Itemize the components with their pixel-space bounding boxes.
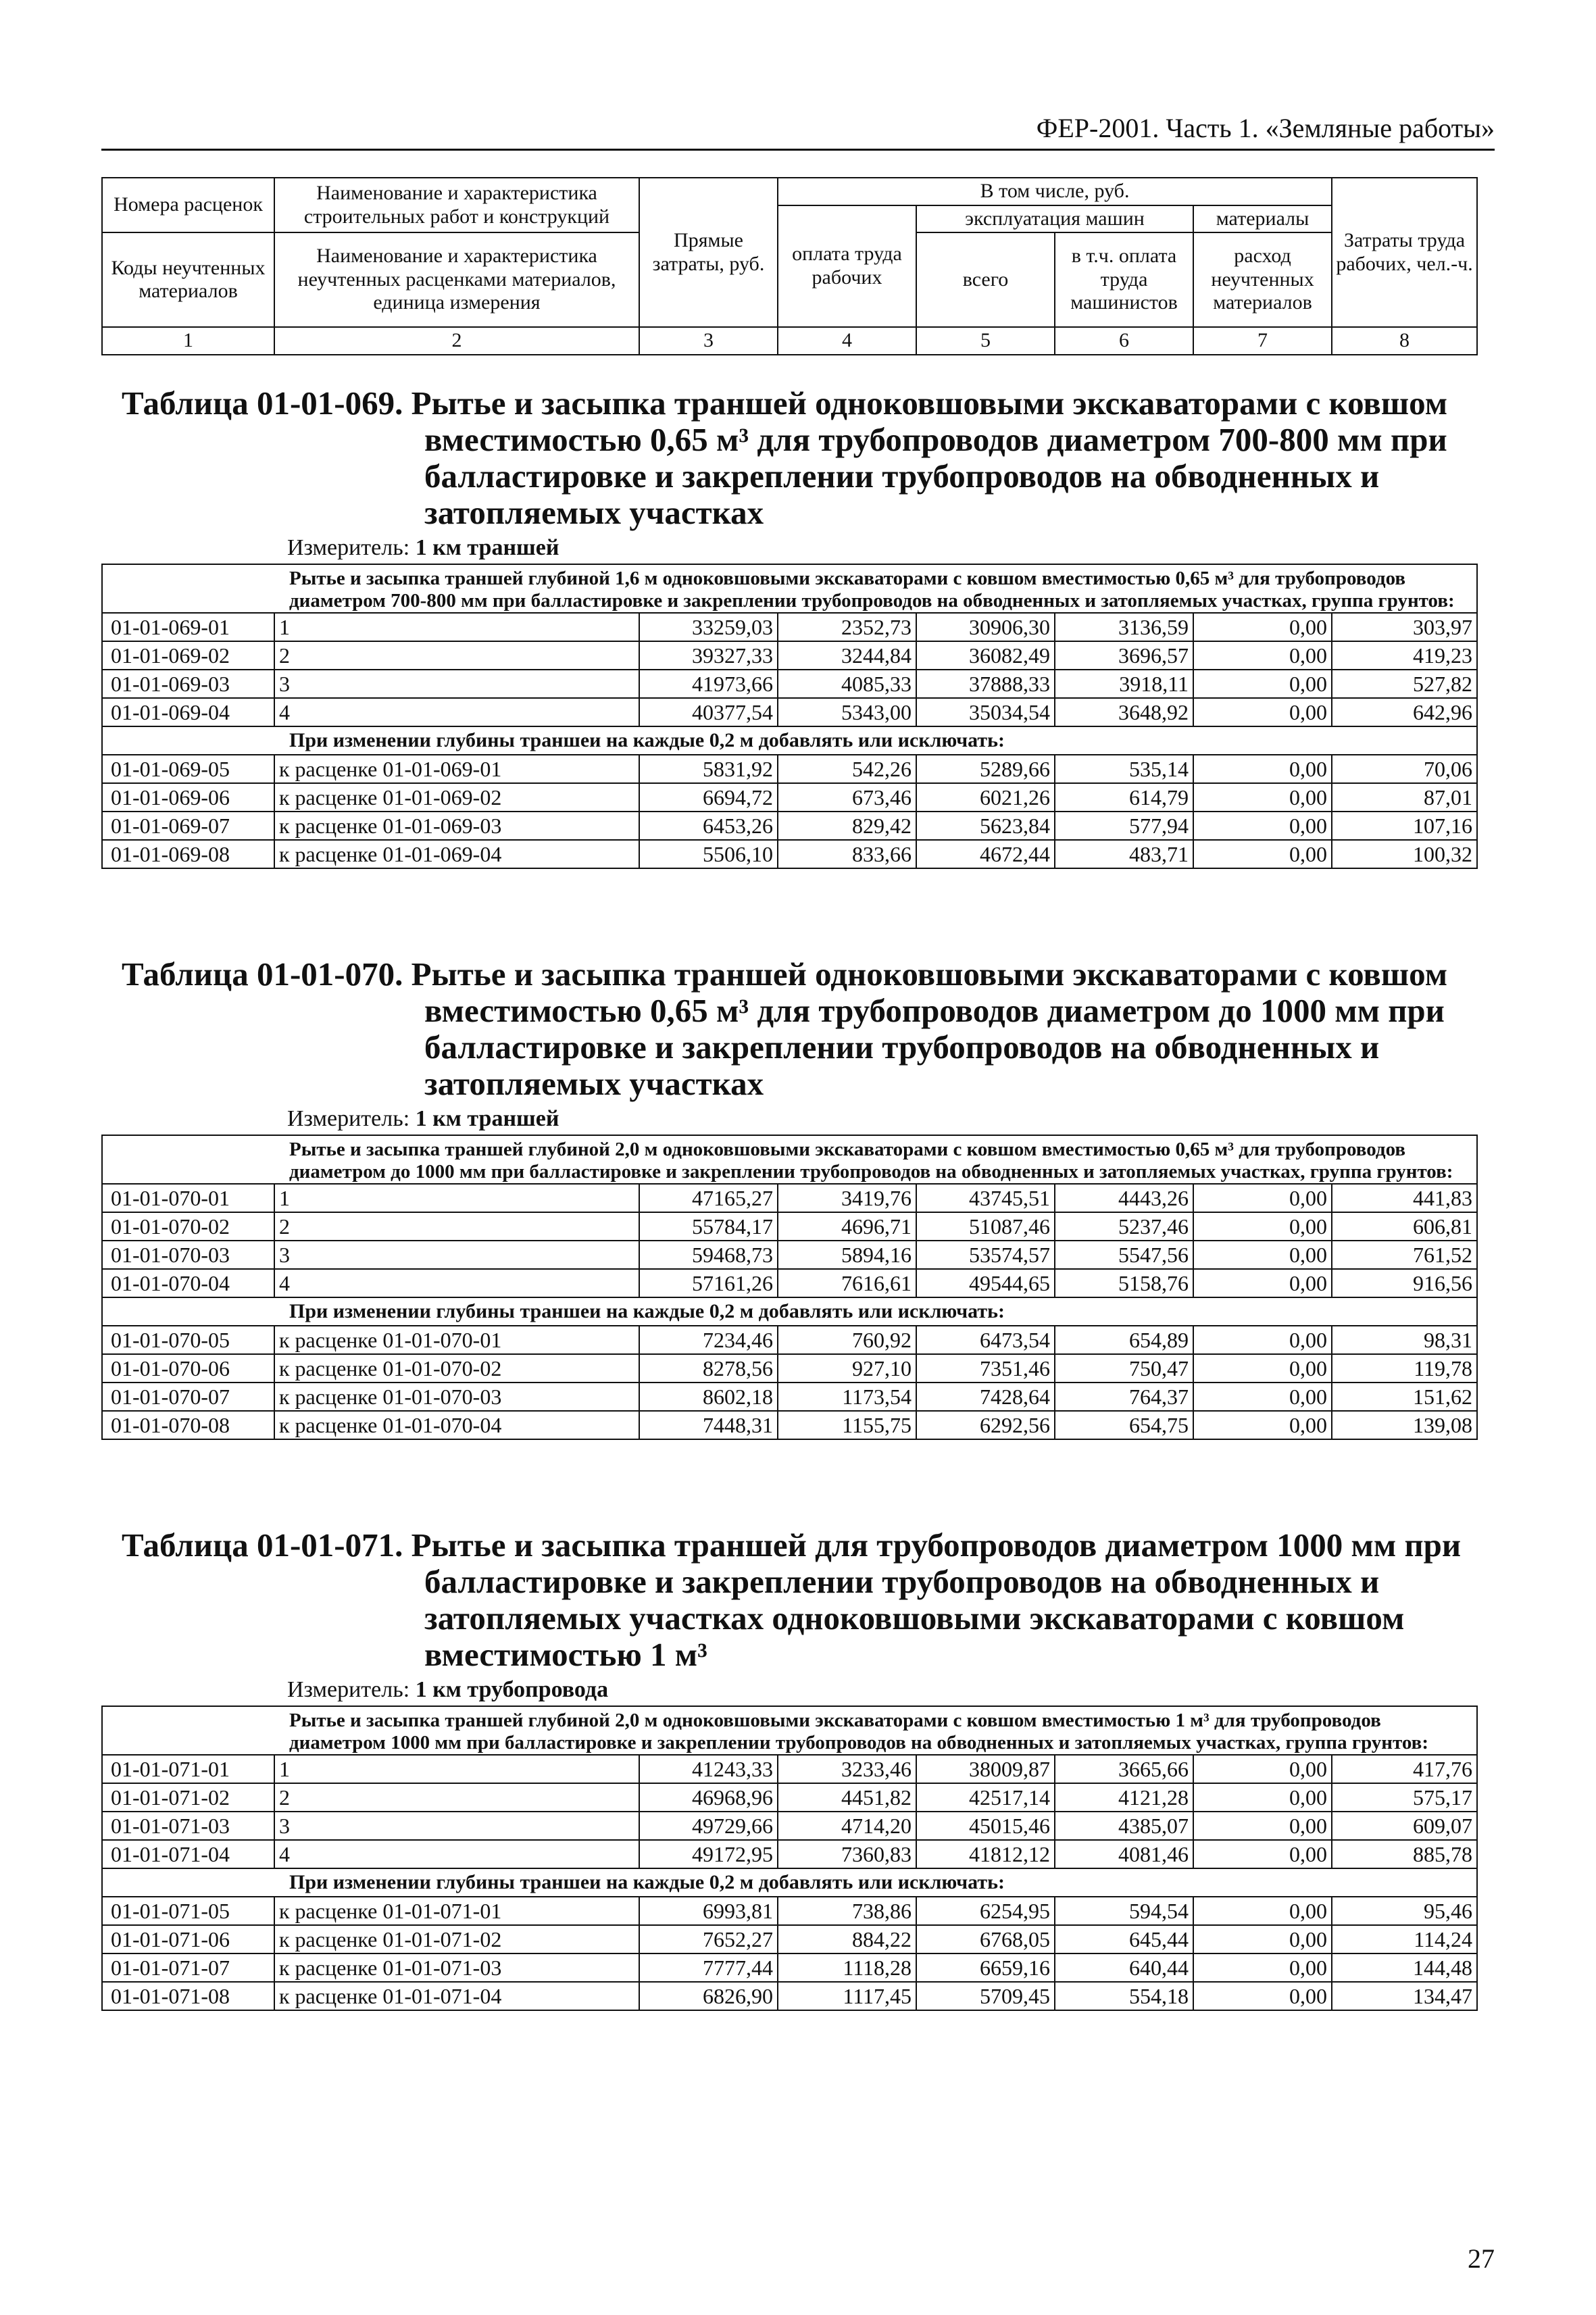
rate-code: 01-01-069-07 — [102, 812, 274, 840]
rate-value: 0,00 — [1193, 1184, 1332, 1212]
measure-unit — [287, 1677, 1476, 1703]
rate-value: 38009,87 — [916, 1755, 1055, 1783]
rate-value: 606,81 — [1332, 1212, 1477, 1241]
rate-value: 6993,81 — [639, 1897, 778, 1925]
rate-value: 4451,82 — [778, 1783, 916, 1812]
rate-value: 6659,16 — [916, 1953, 1055, 1982]
table-row — [102, 1925, 1477, 1953]
rate-value: 8278,56 — [639, 1354, 778, 1383]
rate-value: 4081,46 — [1055, 1840, 1193, 1868]
rate-value: 98,31 — [1332, 1326, 1477, 1354]
rate-value: 4443,26 — [1055, 1184, 1193, 1212]
work-description: Рытье и засыпка траншей глубиной 2,0 м одноковшовыми экскаваторами с ковшом вместимостью 1 м³ для трубопроводов диаметром 1000 мм при балластировке и закреплении трубопроводов на обводненных и затопляемых участках, группа грунтов: — [102, 1706, 1477, 1755]
rate-code: 01-01-069-01 — [102, 613, 274, 641]
rate-code: 01-01-071-07 — [102, 1953, 274, 1982]
rate-value: 1173,54 — [778, 1383, 916, 1411]
rate-value: 577,94 — [1055, 812, 1193, 840]
table-title-line: балластировке и закреплении трубопроводов на обводненных и — [424, 457, 1380, 495]
rate-value: 0,00 — [1193, 1241, 1332, 1269]
table-row — [102, 1953, 1477, 1982]
rate-value: 43745,51 — [916, 1184, 1055, 1212]
rate-value: 30906,30 — [916, 613, 1055, 641]
rate-code: 01-01-070-08 — [102, 1411, 274, 1439]
rate-value: 3233,46 — [778, 1755, 916, 1783]
table-title-line: затопляемых участках — [424, 1065, 764, 1102]
rate-value: 7652,27 — [639, 1925, 778, 1953]
rate-table — [101, 1706, 1478, 2011]
rate-value: 614,79 — [1055, 783, 1193, 812]
rate-value: 885,78 — [1332, 1840, 1477, 1868]
rate-value: 1155,75 — [778, 1411, 916, 1439]
table-title-line: вместимостью 0,65 м³ для трубопроводов диаметром до 1000 мм при — [424, 992, 1445, 1029]
col1-top-header: Номера расценок — [102, 178, 274, 232]
rate-code: 01-01-070-04 — [102, 1269, 274, 1297]
rate-value: 419,23 — [1332, 641, 1477, 670]
rate-value: 5547,56 — [1055, 1241, 1193, 1269]
rate-value: 95,46 — [1332, 1897, 1477, 1925]
rate-value: 916,56 — [1332, 1269, 1477, 1297]
rate-value: 3648,92 — [1055, 698, 1193, 726]
rate-value: 7777,44 — [639, 1953, 778, 1982]
rate-value: 47165,27 — [639, 1184, 778, 1212]
table-row — [102, 1783, 1477, 1812]
rate-name: к расценке 01-01-071-04 — [274, 1982, 639, 2010]
rate-value: 6694,72 — [639, 783, 778, 812]
materials-header: материалы — [1193, 205, 1332, 233]
rate-value: 654,75 — [1055, 1411, 1193, 1439]
col1-bottom-header: Коды неучтенных материалов — [102, 232, 274, 327]
rate-name: 3 — [274, 670, 639, 698]
rate-value: 5623,84 — [916, 812, 1055, 840]
rate-code: 01-01-070-07 — [102, 1383, 274, 1411]
table-title-line: вместимостью 1 м³ — [424, 1636, 707, 1673]
rate-code: 01-01-071-01 — [102, 1755, 274, 1783]
rate-value: 760,92 — [778, 1326, 916, 1354]
rate-value: 642,96 — [1332, 698, 1477, 726]
rate-value: 829,42 — [778, 812, 916, 840]
depth-adjustment-note: При изменении глубины траншеи на каждые 0,2 м добавлять или исключать: — [102, 1297, 1477, 1326]
table-number: Таблица 01-01-070. — [122, 955, 403, 993]
rate-value: 0,00 — [1193, 1383, 1332, 1411]
col4-header: оплата труда рабочих — [778, 205, 916, 328]
rate-name: 1 — [274, 1755, 639, 1783]
rate-value: 4714,20 — [778, 1812, 916, 1840]
rate-name: к расценке 01-01-070-01 — [274, 1326, 639, 1354]
rate-value: 6768,05 — [916, 1925, 1055, 1953]
rate-value: 5506,10 — [639, 840, 778, 868]
measure-unit — [287, 1106, 1476, 1132]
rate-code: 01-01-069-05 — [102, 755, 274, 783]
rate-code: 01-01-069-02 — [102, 641, 274, 670]
table-title-line: Рытье и засыпка траншей одноковшовыми экскаваторами с ковшом — [411, 384, 1448, 422]
table-title-line: затопляемых участках одноковшовыми экскаваторами с ковшом — [424, 1599, 1405, 1637]
rate-value: 4121,28 — [1055, 1783, 1193, 1812]
group-header: В том числе, руб. — [778, 178, 1332, 205]
rate-value: 37888,33 — [916, 670, 1055, 698]
rate-table-section — [101, 1527, 1476, 2011]
rate-value: 5894,16 — [778, 1241, 916, 1269]
table-title-line: Рытье и засыпка траншей для трубопроводов диаметром 1000 мм при — [411, 1526, 1462, 1564]
table-number: Таблица 01-01-071. — [122, 1526, 403, 1564]
rate-value: 0,00 — [1193, 812, 1332, 840]
rate-value: 5237,46 — [1055, 1212, 1193, 1241]
rate-value: 5289,66 — [916, 755, 1055, 783]
rate-value: 0,00 — [1193, 670, 1332, 698]
measure-unit — [287, 535, 1476, 561]
rate-value: 609,07 — [1332, 1812, 1477, 1840]
rate-code: 01-01-070-02 — [102, 1212, 274, 1241]
table-row — [102, 1897, 1477, 1925]
rate-name: к расценке 01-01-069-02 — [274, 783, 639, 812]
rate-value: 134,47 — [1332, 1982, 1477, 2010]
rate-value: 8602,18 — [639, 1383, 778, 1411]
rate-value: 0,00 — [1193, 1269, 1332, 1297]
rate-code: 01-01-071-03 — [102, 1812, 274, 1840]
table-row — [102, 1212, 1477, 1241]
table-row — [102, 613, 1477, 641]
rate-value: 7448,31 — [639, 1411, 778, 1439]
page-number: 27 — [1468, 2243, 1495, 2274]
depth-adjustment-note: При изменении глубины траншеи на каждые 0,2 м добавлять или исключать: — [102, 1868, 1477, 1897]
rate-value: 0,00 — [1193, 1326, 1332, 1354]
table-row — [102, 1241, 1477, 1269]
rate-value: 5831,92 — [639, 755, 778, 783]
rate-name: 4 — [274, 1269, 639, 1297]
rate-value: 151,62 — [1332, 1383, 1477, 1411]
table-title — [101, 1527, 1476, 1673]
column-header-table — [101, 177, 1478, 355]
rate-value: 33259,03 — [639, 613, 778, 641]
rate-value: 483,71 — [1055, 840, 1193, 868]
table-row — [102, 783, 1477, 812]
measure-value: 1 км траншей — [415, 1106, 559, 1131]
rate-code: 01-01-071-08 — [102, 1982, 274, 2010]
column-number: 5 — [916, 327, 1055, 355]
rate-name: 3 — [274, 1812, 639, 1840]
rate-table-section — [101, 956, 1476, 1440]
rate-value: 119,78 — [1332, 1354, 1477, 1383]
rate-value: 3419,76 — [778, 1184, 916, 1212]
rate-value: 833,66 — [778, 840, 916, 868]
table-row — [102, 1982, 1477, 2010]
rate-value: 41973,66 — [639, 670, 778, 698]
rate-value: 49729,66 — [639, 1812, 778, 1840]
rate-value: 0,00 — [1193, 1897, 1332, 1925]
rate-value: 0,00 — [1193, 1411, 1332, 1439]
rate-value: 6826,90 — [639, 1982, 778, 2010]
rate-value: 0,00 — [1193, 698, 1332, 726]
rate-code: 01-01-071-05 — [102, 1897, 274, 1925]
rate-name: к расценке 01-01-071-03 — [274, 1953, 639, 1982]
column-number: 8 — [1332, 327, 1477, 355]
rate-value: 554,18 — [1055, 1982, 1193, 2010]
rate-value: 884,22 — [778, 1925, 916, 1953]
rate-value: 49172,95 — [639, 1840, 778, 1868]
rate-value: 41243,33 — [639, 1755, 778, 1783]
rate-value: 46968,96 — [639, 1783, 778, 1812]
table-row — [102, 1269, 1477, 1297]
rate-value: 535,14 — [1055, 755, 1193, 783]
rate-value: 3918,11 — [1055, 670, 1193, 698]
rate-value: 6292,56 — [916, 1411, 1055, 1439]
rate-name: к расценке 01-01-070-03 — [274, 1383, 639, 1411]
rate-code: 01-01-070-06 — [102, 1354, 274, 1383]
running-title: ФЕР-2001. Часть 1. «Земляные работы» — [1036, 113, 1495, 143]
rate-value: 417,76 — [1332, 1755, 1477, 1783]
rate-code: 01-01-071-02 — [102, 1783, 274, 1812]
rate-value: 144,48 — [1332, 1953, 1477, 1982]
measure-label: Измеритель: — [287, 1106, 410, 1131]
col3-header: Прямые затраты, руб. — [639, 178, 778, 327]
rate-value: 7234,46 — [639, 1326, 778, 1354]
rate-value: 0,00 — [1193, 1755, 1332, 1783]
rate-code: 01-01-069-08 — [102, 840, 274, 868]
rate-code: 01-01-071-04 — [102, 1840, 274, 1868]
table-title-line: балластировке и закреплении трубопроводов на обводненных и — [424, 1563, 1380, 1600]
measure-label: Измеритель: — [287, 1677, 410, 1702]
rate-value: 57161,26 — [639, 1269, 778, 1297]
rate-value: 45015,46 — [916, 1812, 1055, 1840]
rate-name: к расценке 01-01-070-02 — [274, 1354, 639, 1383]
rate-value: 39327,33 — [639, 641, 778, 670]
rate-value: 0,00 — [1193, 755, 1332, 783]
table-title — [101, 956, 1476, 1102]
rate-value: 0,00 — [1193, 1925, 1332, 1953]
rate-value: 542,26 — [778, 755, 916, 783]
table-row — [102, 1184, 1477, 1212]
rate-value: 3696,57 — [1055, 641, 1193, 670]
rate-value: 2352,73 — [778, 613, 916, 641]
rate-code: 01-01-069-04 — [102, 698, 274, 726]
col2-top-header: Наименование и характеристика строительных работ и конструкций — [274, 178, 639, 232]
rate-value: 3244,84 — [778, 641, 916, 670]
work-description: Рытье и засыпка траншей глубиной 2,0 м одноковшовыми экскаваторами с ковшом вместимостью 0,65 м³ для трубопроводов диаметром до 1000 мм при балластировке и закреплении трубопроводов на обводненных и затопляемых участках, группа грунтов: — [102, 1135, 1477, 1184]
machines-header: эксплуатация машин — [916, 205, 1193, 233]
col2-bottom-header: Наименование и характеристика неучтенных расценками материалов, единица измерения — [274, 232, 639, 327]
table-row — [102, 755, 1477, 783]
rate-value: 51087,46 — [916, 1212, 1055, 1241]
rate-value: 764,37 — [1055, 1383, 1193, 1411]
rate-value: 70,06 — [1332, 755, 1477, 783]
rate-value: 303,97 — [1332, 613, 1477, 641]
col5-header: всего — [916, 232, 1055, 327]
rate-value: 0,00 — [1193, 1812, 1332, 1840]
rate-value: 49544,65 — [916, 1269, 1055, 1297]
rate-value: 441,83 — [1332, 1184, 1477, 1212]
rate-value: 4672,44 — [916, 840, 1055, 868]
rate-value: 107,16 — [1332, 812, 1477, 840]
rate-value: 0,00 — [1193, 783, 1332, 812]
rate-value: 87,01 — [1332, 783, 1477, 812]
rate-value: 4385,07 — [1055, 1812, 1193, 1840]
table-row — [102, 1411, 1477, 1439]
column-number: 7 — [1193, 327, 1332, 355]
rate-value: 100,32 — [1332, 840, 1477, 868]
table-row — [102, 812, 1477, 840]
rate-name: 2 — [274, 641, 639, 670]
rate-value: 527,82 — [1332, 670, 1477, 698]
column-number: 4 — [778, 327, 916, 355]
rate-name: 3 — [274, 1241, 639, 1269]
table-row — [102, 641, 1477, 670]
column-number: 6 — [1055, 327, 1193, 355]
running-header — [101, 108, 1495, 151]
rate-code: 01-01-069-03 — [102, 670, 274, 698]
rate-value: 7360,83 — [778, 1840, 916, 1868]
rate-value: 0,00 — [1193, 613, 1332, 641]
rate-value: 927,10 — [778, 1354, 916, 1383]
rate-value: 6021,26 — [916, 783, 1055, 812]
rate-value: 0,00 — [1193, 1212, 1332, 1241]
rate-value: 6473,54 — [916, 1326, 1055, 1354]
rate-value: 4085,33 — [778, 670, 916, 698]
table-row — [102, 1383, 1477, 1411]
rate-name: к расценке 01-01-070-04 — [274, 1411, 639, 1439]
rate-value: 761,52 — [1332, 1241, 1477, 1269]
rate-value: 0,00 — [1193, 840, 1332, 868]
col8-header: Затраты труда рабочих, чел.-ч. — [1332, 178, 1477, 327]
table-row — [102, 670, 1477, 698]
col7-header: расход неучтенных материалов — [1193, 232, 1332, 327]
rate-value: 0,00 — [1193, 1982, 1332, 2010]
rate-value: 0,00 — [1193, 641, 1332, 670]
table-row — [102, 1812, 1477, 1840]
rate-value: 0,00 — [1193, 1840, 1332, 1868]
rate-value: 654,89 — [1055, 1326, 1193, 1354]
table-row — [102, 1755, 1477, 1783]
rate-name: к расценке 01-01-069-01 — [274, 755, 639, 783]
measure-value: 1 км трубопровода — [415, 1677, 609, 1702]
table-title-line: затопляемых участках — [424, 494, 764, 531]
table-row — [102, 1840, 1477, 1868]
rate-code: 01-01-071-06 — [102, 1925, 274, 1953]
rate-code: 01-01-070-05 — [102, 1326, 274, 1354]
rate-value: 55784,17 — [639, 1212, 778, 1241]
rate-value: 750,47 — [1055, 1354, 1193, 1383]
rate-value: 1117,45 — [778, 1982, 916, 2010]
table-row — [102, 840, 1477, 868]
rate-name: 4 — [274, 1840, 639, 1868]
rate-name: к расценке 01-01-071-01 — [274, 1897, 639, 1925]
depth-adjustment-note: При изменении глубины траншеи на каждые 0,2 м добавлять или исключать: — [102, 726, 1477, 755]
measure-label: Измеритель: — [287, 535, 410, 560]
rate-code: 01-01-070-03 — [102, 1241, 274, 1269]
work-description: Рытье и засыпка траншей глубиной 1,6 м одноковшовыми экскаваторами с ковшом вместимостью 0,65 м³ для трубопроводов диаметром 700-800 мм при балластировке и закреплении трубопроводов на обводненных и затопляемых участках, группа грунтов: — [102, 564, 1477, 613]
rate-value: 35034,54 — [916, 698, 1055, 726]
rate-value: 640,44 — [1055, 1953, 1193, 1982]
rate-code: 01-01-070-01 — [102, 1184, 274, 1212]
rate-value: 4696,71 — [778, 1212, 916, 1241]
rate-name: к расценке 01-01-069-04 — [274, 840, 639, 868]
table-title-line: балластировке и закреплении трубопроводов на обводненных и — [424, 1028, 1380, 1066]
rate-name: 2 — [274, 1783, 639, 1812]
rate-value: 575,17 — [1332, 1783, 1477, 1812]
measure-value: 1 км траншей — [415, 535, 559, 560]
rate-value: 594,54 — [1055, 1897, 1193, 1925]
rate-value: 3136,59 — [1055, 613, 1193, 641]
rate-name: 1 — [274, 613, 639, 641]
rate-value: 0,00 — [1193, 1783, 1332, 1812]
rate-value: 3665,66 — [1055, 1755, 1193, 1783]
rate-name: к расценке 01-01-069-03 — [274, 812, 639, 840]
rate-name: 1 — [274, 1184, 639, 1212]
rate-value: 36082,49 — [916, 641, 1055, 670]
rate-value: 1118,28 — [778, 1953, 916, 1982]
rate-value: 5158,76 — [1055, 1269, 1193, 1297]
rate-name: к расценке 01-01-071-02 — [274, 1925, 639, 1953]
rate-value: 645,44 — [1055, 1925, 1193, 1953]
column-number: 2 — [274, 327, 639, 355]
rate-value: 738,86 — [778, 1897, 916, 1925]
rate-value: 6453,26 — [639, 812, 778, 840]
table-number: Таблица 01-01-069. — [122, 384, 403, 422]
rate-code: 01-01-069-06 — [102, 783, 274, 812]
rate-value: 114,24 — [1332, 1925, 1477, 1953]
column-number: 3 — [639, 327, 778, 355]
rate-value: 0,00 — [1193, 1354, 1332, 1383]
table-row — [102, 1354, 1477, 1383]
rate-value: 41812,12 — [916, 1840, 1055, 1868]
table-row — [102, 698, 1477, 726]
rate-value: 7428,64 — [916, 1383, 1055, 1411]
rate-value: 42517,14 — [916, 1783, 1055, 1812]
rate-value: 7616,61 — [778, 1269, 916, 1297]
rate-name: 2 — [274, 1212, 639, 1241]
rate-table — [101, 564, 1478, 869]
table-title-line: Рытье и засыпка траншей одноковшовыми экскаваторами с ковшом — [411, 955, 1448, 993]
table-row — [102, 1326, 1477, 1354]
column-number: 1 — [102, 327, 274, 355]
rate-table — [101, 1135, 1478, 1440]
rate-value: 59468,73 — [639, 1241, 778, 1269]
rate-value: 673,46 — [778, 783, 916, 812]
rate-value: 5343,00 — [778, 698, 916, 726]
rate-name: 4 — [274, 698, 639, 726]
rate-table-section — [101, 385, 1476, 869]
rate-value: 7351,46 — [916, 1354, 1055, 1383]
rate-value: 5709,45 — [916, 1982, 1055, 2010]
rate-value: 139,08 — [1332, 1411, 1477, 1439]
table-title — [101, 385, 1476, 531]
table-title-line: вместимостью 0,65 м³ для трубопроводов диаметром 700-800 мм при — [424, 421, 1447, 458]
rate-value: 53574,57 — [916, 1241, 1055, 1269]
rate-value: 6254,95 — [916, 1897, 1055, 1925]
col6-header: в т.ч. оплата труда машинистов — [1055, 232, 1193, 327]
rate-value: 0,00 — [1193, 1953, 1332, 1982]
rate-value: 40377,54 — [639, 698, 778, 726]
